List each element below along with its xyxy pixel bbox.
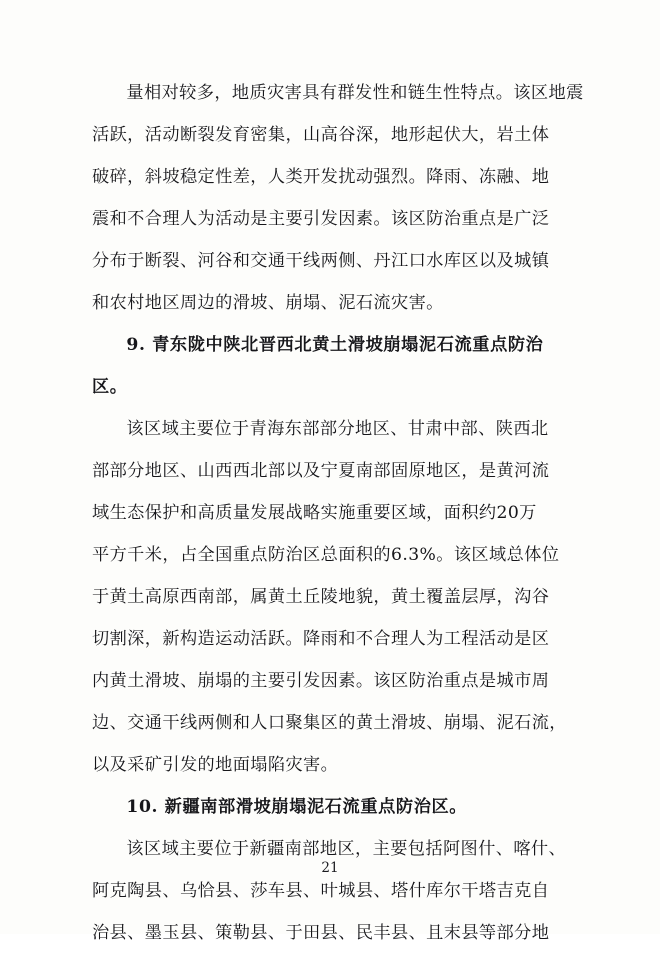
paragraph-line: 部部分地区、山西西北部以及宁夏南部固原地区，是黄河流 — [92, 461, 550, 481]
section-heading-9-line: 区。 — [92, 377, 128, 397]
paragraph-line: 治县、墨玉县、策勒县、于田县、民丰县、且末县等部分地 — [92, 923, 550, 943]
section-heading-9-line: 9. 青东陇中陕北晋西北黄土滑坡崩塌泥石流重点防治 — [126, 335, 544, 355]
page-number: 21 — [321, 860, 339, 876]
paragraph-line: 阿克陶县、乌恰县、莎车县、叶城县、塔什库尔干塔吉克自 — [92, 881, 550, 901]
paragraph-line: 破碎，斜坡稳定性差，人类开发扰动强烈。降雨、冻融、地 — [92, 167, 550, 187]
paragraph-line: 平方千米，占全国重点防治区总面积的6.3%。该区域总体位 — [92, 545, 560, 565]
paragraph-line: 震和不合理人为活动是主要引发因素。该区防治重点是广泛 — [92, 209, 550, 229]
paragraph-line: 以及采矿引发的地面塌陷灾害。 — [92, 755, 339, 775]
paragraph-line: 量相对较多，地质灾害具有群发性和链生性特点。该区地震 — [126, 83, 584, 103]
paragraph-line: 和农村地区周边的滑坡、崩塌、泥石流灾害。 — [92, 293, 444, 313]
paragraph-line: 活跃，活动断裂发育密集，山高谷深，地形起伏大，岩土体 — [92, 125, 550, 145]
paragraph-line: 该区域主要位于青海东部部分地区、甘肃中部、陕西北 — [126, 419, 549, 439]
section-heading-10-line: 10. 新疆南部滑坡崩塌泥石流重点防治区。 — [126, 797, 468, 817]
paragraph-line: 该区域主要位于新疆南部地区，主要包括阿图什、喀什、 — [126, 839, 567, 859]
paragraph-line: 分布于断裂、河谷和交通干线两侧、丹江口水库区以及城镇 — [92, 251, 550, 271]
paragraph-line: 边、交通干线两侧和人口聚集区的黄土滑坡、崩塌、泥石流， — [92, 713, 567, 733]
document-body — [92, 72, 586, 954]
paragraph-line: 域生态保护和高质量发展战略实施重要区域，面积约20万 — [92, 503, 537, 523]
paragraph-line: 内黄土滑坡、崩塌的主要引发因素。该区防治重点是城市周 — [92, 671, 550, 691]
paragraph-line: 于黄土高原西南部，属黄土丘陵地貌，黄土覆盖层厚，沟谷 — [92, 587, 550, 607]
paragraph-line: 切割深，新构造运动活跃。降雨和不合理人为工程活动是区 — [92, 629, 550, 649]
